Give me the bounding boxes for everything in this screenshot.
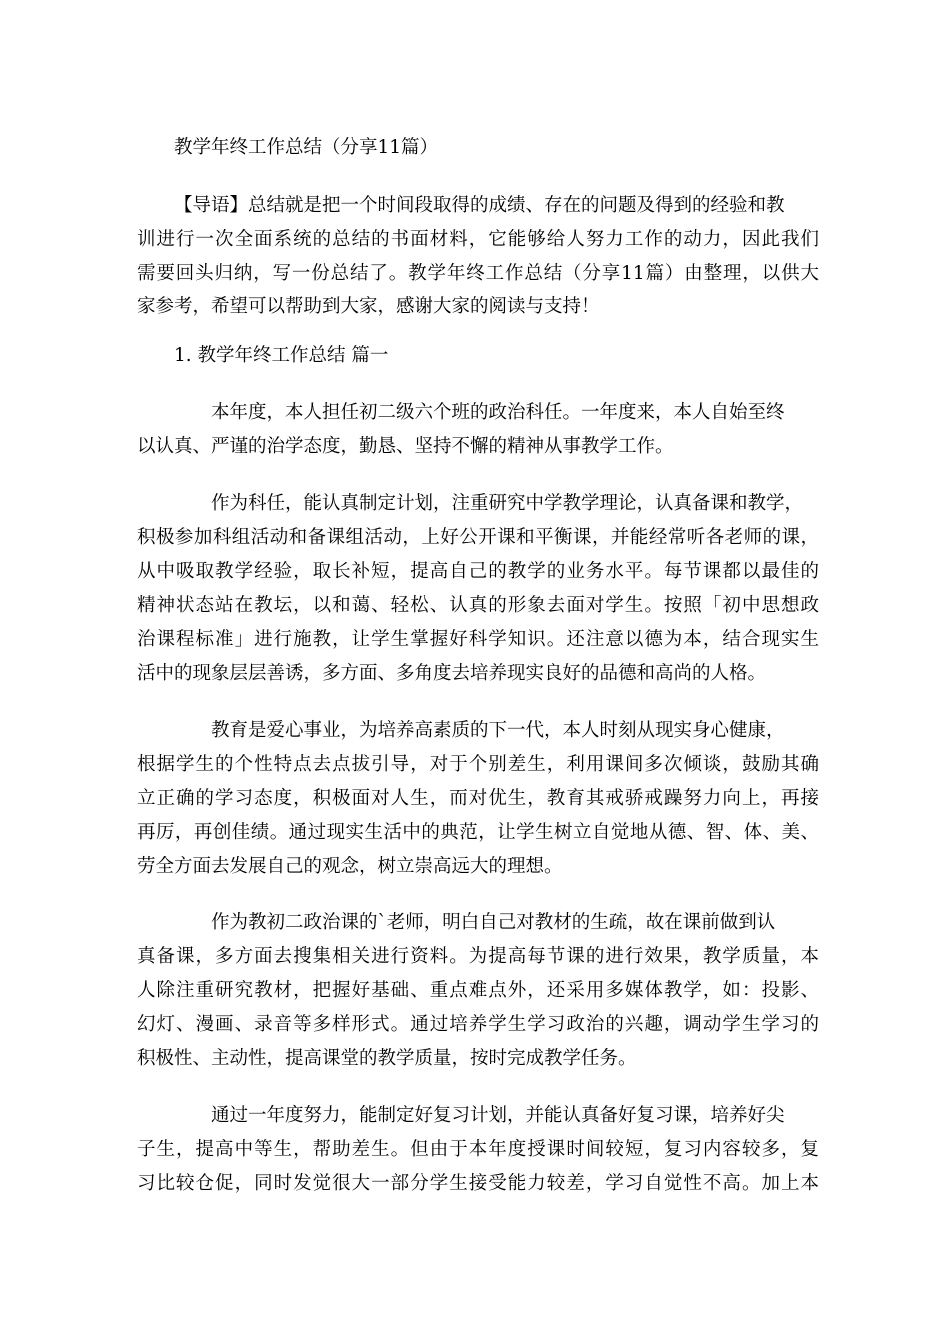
paragraph-line: 通过一年度努力，能制定好复习计划，并能认真备好复习课，培养好尖 [211,1105,785,1126]
paragraph-line: 立正确的学习态度，积极面对人生，而对优生，教育其戒骄戒躁努力向上，再接 [137,788,819,809]
paragraph-line: 活中的现象层层善诱，多方面、多角度去培养现实良好的品德和高尚的人格。 [137,663,767,684]
paragraph-line: 积极参加科组活动和备课组活动，上好公开课和平衡课，并能经常听各老师的课， [137,527,819,548]
paragraph-line: 幻灯、漫画、录音等多样形式。通过培养学生学习政治的兴趣，调动学生学习的 [137,1014,819,1035]
paragraph-line: 从中吸取教学经验，取长补短，提高自己的教学的业务水平。每节课都以最佳的 [137,561,819,582]
intro-line: 【导语】总结就是把一个时间段取得的成绩、存在的问题及得到的经验和教 [174,195,785,216]
section-heading: 1. 教学年终工作总结 篇一 [174,345,389,366]
document-title: 教学年终工作总结（分享11篇） [174,137,439,158]
paragraph-line: 本年度，本人担任初二级六个班的政治科任。一年度来，本人自始至终 [211,402,785,423]
paragraph-line: 习比较仓促，同时发觉很大一部分学生接受能力较差，学习自觉性不高。加上本 [137,1173,819,1194]
intro-line: 训进行一次全面系统的总结的书面材料，它能够给人努力工作的动力，因此我们 [137,229,819,250]
intro-line: 家参考，希望可以帮助到大家，感谢大家的阅读与支持！ [137,296,600,317]
paragraph-line: 再厉，再创佳绩。通过现实生活中的典范，让学生树立自觉地从德、智、体、美、 [137,822,819,843]
paragraph-line: 作为科任，能认真制定计划，注重研究中学教学理论，认真备课和教学， [211,493,804,514]
paragraph-line: 教育是爱心事业，为培养高素质的下一代，本人时刻从现实身心健康， [211,720,785,741]
paragraph-line: 根据学生的个性特点去点拔引导，对于个别差生，利用课间多次倾谈，鼓励其确 [137,754,819,775]
paragraph-line: 人除注重研究教材，把握好基础、重点难点外，还采用多媒体教学，如：投影、 [137,980,819,1001]
paragraph-line: 以认真、严谨的治学态度，勤恳、坚持不懈的精神从事教学工作。 [137,436,674,457]
paragraph-line: 真备课，多方面去搜集相关进行资料。为提高每节课的进行效果，教学质量，本 [137,946,819,967]
intro-line: 需要回头归纳，写一份总结了。教学年终工作总结（分享11篇）由整理，以供大 [137,263,819,284]
paragraph-line: 作为教初二政治课的`老师，明白自己对教材的生疏，故在课前做到认 [211,912,776,933]
paragraph-line: 积极性、主动性，提高课堂的教学质量，按时完成教学任务。 [137,1048,637,1069]
paragraph-line: 子生，提高中等生，帮助差生。但由于本年度授课时间较短，复习内容较多，复 [137,1139,819,1160]
paragraph-line: 精神状态站在教坛，以和蔼、轻松、认真的形象去面对学生。按照「初中思想政 [137,595,819,616]
paragraph-line: 劳全方面去发展自己的观念，树立崇高远大的理想。 [137,856,563,877]
paragraph-line: 治课程标准」进行施教，让学生掌握好科学知识。还注意以德为本，结合现实生 [137,629,819,650]
